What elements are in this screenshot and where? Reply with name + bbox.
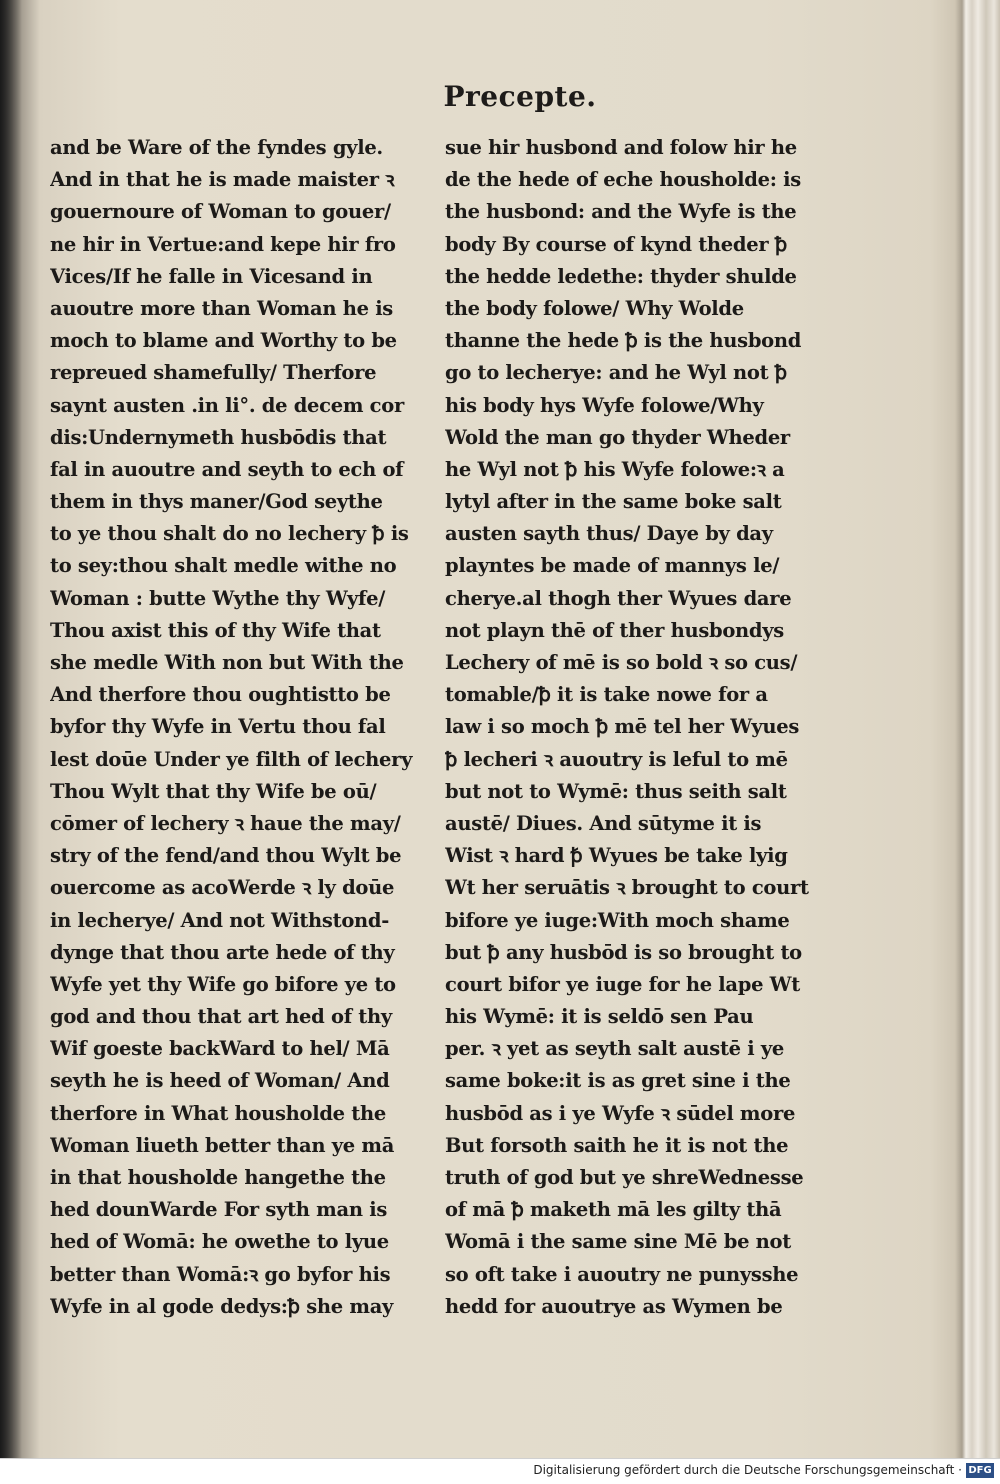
text-line: And in that he is made maister ꝛ: [50, 168, 395, 192]
text-line: court bifor ye iuge for he lape Wt: [445, 972, 800, 996]
text-line: tomable/ꝥ it is take nowe for a: [445, 683, 768, 707]
text-line: stry of the fend/and thou Wylt be: [50, 844, 402, 868]
text-line: Thou axist this of thy Wife that: [50, 618, 381, 642]
book-spine-shadow: [0, 0, 22, 1458]
text-line: thanne the hede ꝥ is the husbond: [445, 329, 802, 353]
text-line: sue hir husbond and folow hir he: [445, 136, 797, 159]
text-line: he Wyl not ꝥ his Wyfe folowe:ꝛ a: [445, 457, 785, 481]
text-line: per. ꝛ yet as seyth salt austē i ye: [445, 1037, 785, 1061]
page-header: [0, 80, 1000, 113]
text-line: moch to blame and Worthy to be: [50, 329, 397, 353]
text-line: hed of Womā: he owethe to lyue: [50, 1230, 389, 1254]
footer-bar: [0, 1458, 1000, 1484]
text-line: bifore ye iuge:With moch shame: [445, 908, 790, 932]
text-line: in lecherye/ And not Withstond-: [50, 908, 390, 932]
text-line: husbōd as i ye Wyfe ꝛ sūdel more: [445, 1101, 796, 1125]
text-line: playntes be made of mannys le/: [445, 554, 780, 578]
text-line: austen sayth thus/ Daye by day: [445, 522, 773, 546]
text-line: but not to Wymē: thus seith salt: [445, 779, 787, 803]
text-line: god and thou that art hed of thy: [50, 1005, 392, 1029]
text-line: to sey:thou shalt medle withe no: [50, 554, 397, 578]
text-line: cherye.al thogh ther Wyues dare: [445, 586, 792, 610]
dfg-logo-icon: DFG: [966, 1463, 994, 1478]
text-line: Woman : butte Wythe thy Wyfe/: [50, 586, 386, 610]
text-line: hed dounWarde For syth man is: [50, 1198, 387, 1222]
text-line: the hedde ledethe: thyder shulde: [445, 264, 797, 288]
text-line: same boke:it is as gret sine i the: [445, 1069, 791, 1093]
text-line: so oft take i auoutry ne punysshe: [445, 1262, 799, 1286]
text-line: lest doūe Under ye filth of lechery: [50, 747, 413, 771]
text-line: dynge that thou arte hede of thy: [50, 940, 395, 964]
text-line: she medle With non but With the: [50, 651, 404, 674]
text-line: fal in auoutre and seyth to ech of: [50, 457, 404, 481]
text-line: law i so moch ꝥ mē tel her Wyues: [445, 715, 800, 739]
text-line: in that housholde hangethe the: [50, 1166, 386, 1189]
right-text-column: [445, 132, 815, 1323]
text-line: his body hys Wyfe folowe/Why: [445, 393, 764, 417]
text-line: not playn thē of ther husbondys: [445, 618, 784, 642]
text-line: And therfore thou oughtistto be: [50, 683, 391, 707]
text-line: the husbond: and the Wyfe is the: [445, 200, 797, 224]
text-line: them in thys maner/God seythe: [50, 490, 383, 514]
text-line: Wist ꝛ hard ꝥ Wyues be take lyig: [445, 844, 788, 868]
text-line: hedd for auoutrye as Wymen be: [445, 1294, 783, 1318]
text-line: therfore in What housholde the: [50, 1101, 386, 1125]
text-line: but ꝥ any husbōd is so brought to: [445, 940, 802, 964]
text-line: Wyfe in al gode dedys:ꝥ she may: [50, 1294, 394, 1318]
text-line: truth of god but ye shreWednesse: [445, 1166, 804, 1189]
text-line: and be Ware of the fyndes gyle.: [50, 136, 383, 159]
text-line: Vices/If he falle in Vicesand in: [50, 264, 373, 288]
text-line: Wt her seruātis ꝛ brought to court: [445, 876, 809, 900]
text-line: seyth he is heed of Woman/ And: [50, 1069, 390, 1093]
text-line: dis:Undernymeth husbōdis that: [50, 425, 387, 449]
text-line: But forsoth saith he it is not the: [445, 1133, 789, 1157]
funding-notice: Digitalisierung gefördert durch die Deutsche Forschungsgemeinschaft ·: [533, 1463, 962, 1477]
text-line: to ye thou shalt do no lechery ꝥ is: [50, 522, 409, 546]
text-line: gouernoure of Woman to gouer/: [50, 200, 391, 224]
text-line: lytyl after in the same boke salt: [445, 490, 782, 514]
text-line: repreued shamefully/ Therfore: [50, 361, 377, 385]
text-line: Woman liueth better than ye mā: [50, 1133, 395, 1157]
text-line: austē/ Diues. And sūtyme it is: [445, 811, 762, 835]
running-title: Precepte.: [443, 80, 597, 113]
text-line: Thou Wylt that thy Wife be oū/: [50, 779, 377, 803]
text-line: Wold the man go thyder Wheder: [445, 425, 790, 449]
text-line: cōmer of lechery ꝛ haue the may/: [50, 811, 401, 835]
text-line: his Wymē: it is seldō sen Pau: [445, 1005, 754, 1029]
text-line: ne hir in Vertue:and kepe hir fro: [50, 232, 396, 256]
text-line: the body folowe/ Why Wolde: [445, 296, 744, 320]
text-line: de the hede of eche housholde: is: [445, 168, 801, 192]
text-line: body By course of kynd theder ꝥ: [445, 232, 787, 256]
text-line: auoutre more than Woman he is: [50, 296, 393, 320]
text-line: saynt austen .in li°. de decem cor: [50, 393, 404, 417]
text-line: of mā ꝥ maketh mā les gilty thā: [445, 1198, 782, 1222]
left-text-column: [50, 132, 420, 1323]
text-line: ouercome as acoWerde ꝛ ly doūe: [50, 876, 395, 900]
text-line: go to lecherye: and he Wyl not ꝥ: [445, 361, 787, 385]
text-line: byfor thy Wyfe in Vertu thou fal: [50, 715, 386, 739]
text-line: Wif goeste backWard to hel/ Mā: [50, 1037, 390, 1061]
text-line: Womā i the same sine Mē be not: [445, 1230, 791, 1254]
text-line: better than Womā:ꝛ go byfor his: [50, 1262, 391, 1286]
text-line: Lechery of mē is so bold ꝛ so cus/: [445, 651, 798, 674]
text-line: Wyfe yet thy Wife go bifore ye to: [50, 972, 396, 996]
text-line: ꝥ lecheri ꝛ auoutry is leful to mē: [445, 747, 788, 771]
